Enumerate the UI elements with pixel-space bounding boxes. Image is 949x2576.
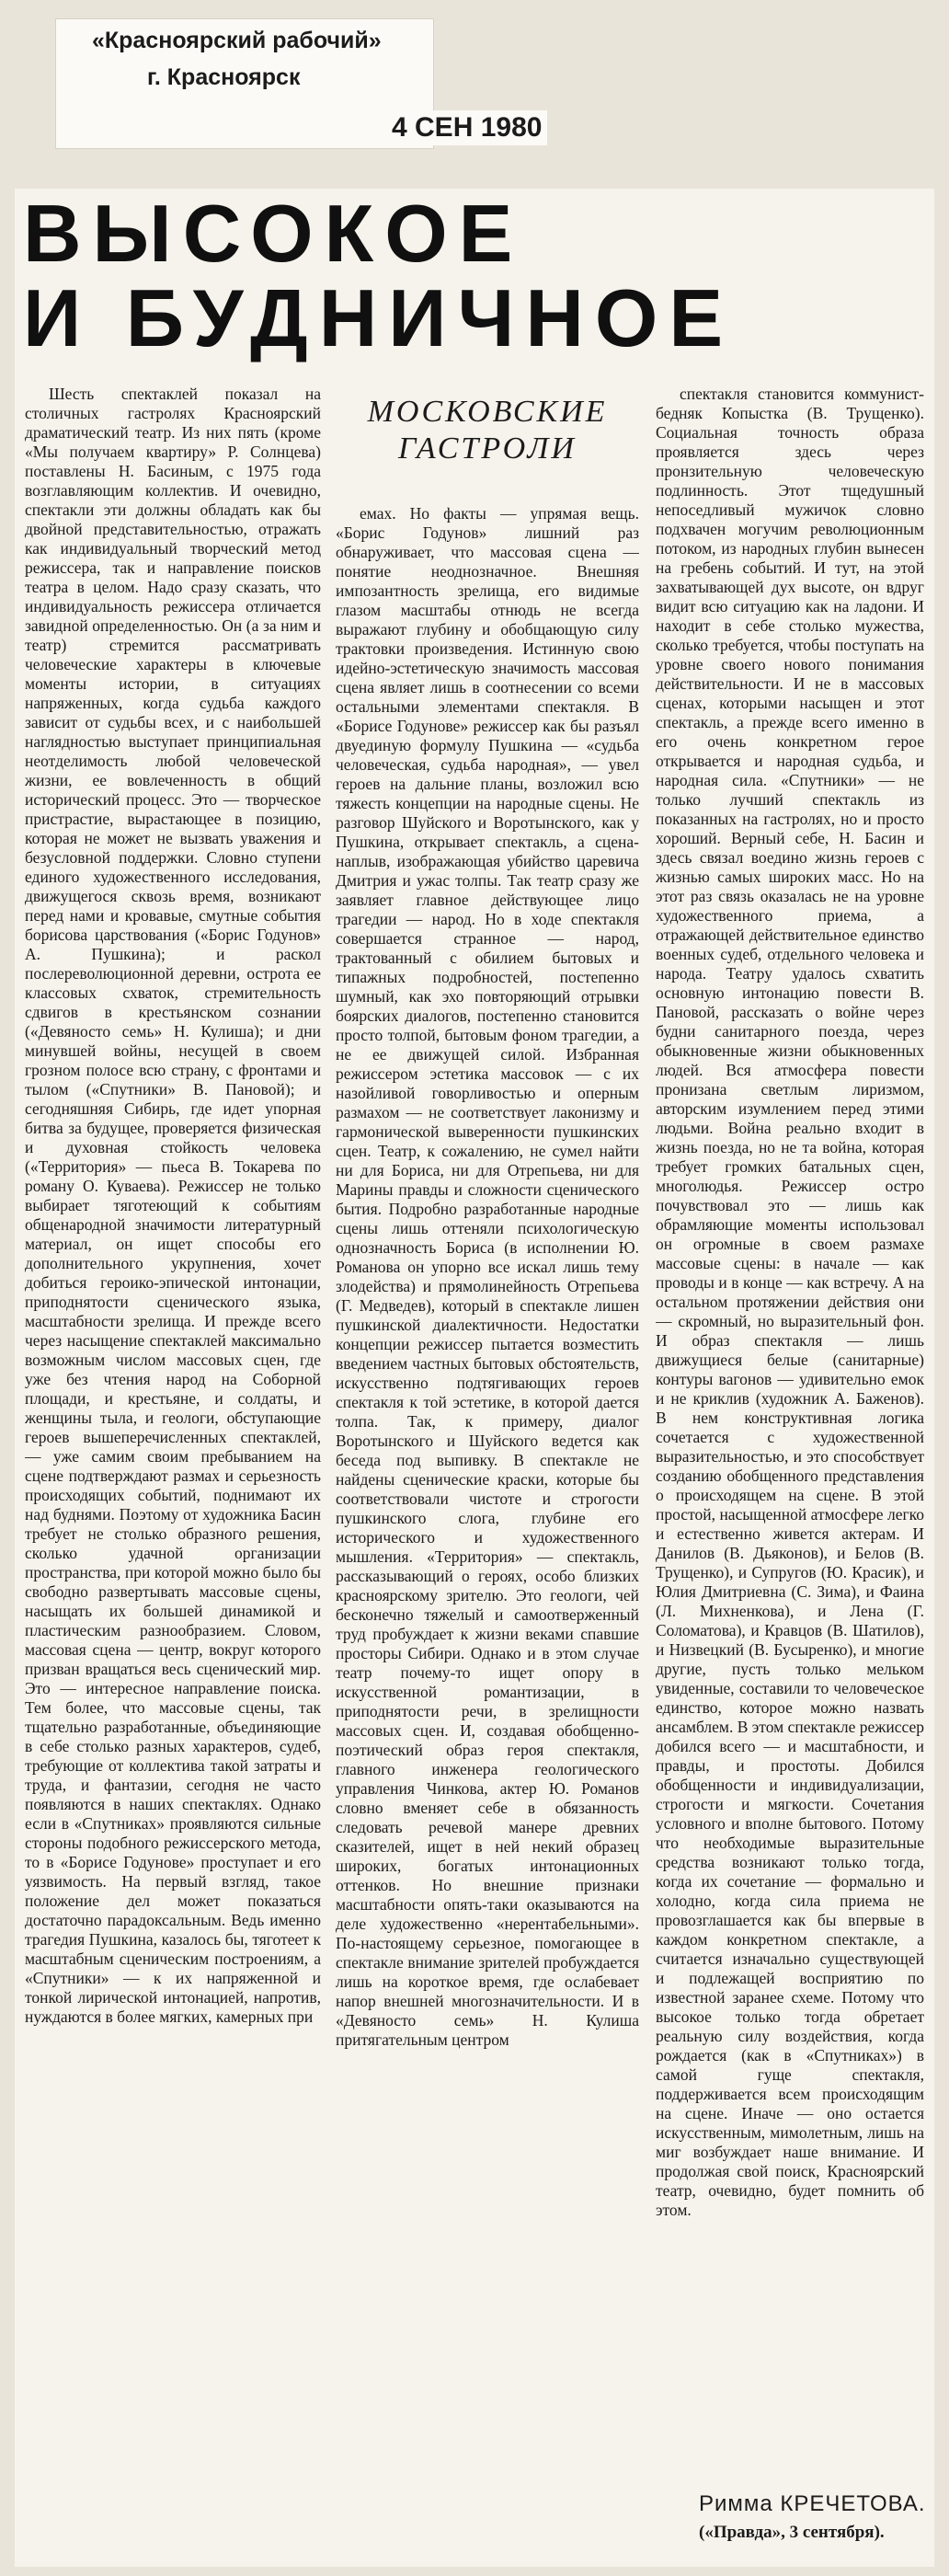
source-note: («Правда», 3 сентября).: [699, 2523, 885, 2542]
article-column-3: [656, 385, 924, 2484]
headline-line-2: И БУДНИЧНОЕ: [23, 272, 735, 363]
column-1-text: Шесть спектаклей показал на столичных гастролях Красноярский драматический театр. Из них пять (кроме «Мы получаем квартиру» Р. Солнцева) поставлены Н. Басиным, с 1975 года возглавляющим коллектив. И очевидно, спектакли эти должны обладать как бы двойной представительностью, отражать как индивидуальный творческий метод режиссера, так и направление поисков театра в целом. Надо сразу сказать, что индивидуальность режиссера отличается завидной определенностью. Он (а за ним и театр) стремится рассматривать человеческие характеры в ключевые моменты истории, в ситуациях напряженных, когда судьба каждого зависит от судьбы всех, и с наибольшей наглядностью выступает принципиальная неотделимость любой человеческой жизни, ее вовлеченность в общий исторический процесс. Это — творческое пристрастие, вырастающее в позицию, которая не может не вызвать уважения и безусловной поддержки. Словно ступени единого художественного исследования, движущегося сквозь время, возникают перед нами и кровавые, смутные события борисова царствования («Борис Годунов» А. Пушкина); и раскол послереволюционной деревни, острота ее классовых схваток, стремительность сдвигов в крестьянском сознании («Девяносто семь» Н. Кулиша); и дни минувшей войны, несущей в своем грозном полосе всю страну, с фронтами и тылом («Спутники» В. Пановой); и сегодняшняя Сибирь, где идет упорная битва за будущее, проверяется физическая и духовная стойкость человека («Территория» — пьеса В. Токарева по роману О. Куваева). Режиссер не только выбирает тяготеющий к событиям общенародной значимости литературный материал, он ищет способы его дополнительного укрупнения, хочет добиться героико-эпической интонации, приподнятости сценического языка, масштабности зрелища. И прежде всего через насыщение спектаклей максимально возможным числом массовых сцен, где уже без чтения народ на Соборной площади, и крестьяне, и солдаты, и женщины тыла, и геологи, обступающие героев вышеперечисленных спектаклей, — уже самим своим пребыванием на сцене подтверждают размах и серьезность происходящих событий, поднимают их над буднями. Поэтому от художника Басин требует не столько образного решения, сколько удачной организации пространства, при которой можно было бы свободно развертывать массовые сцены, насыщать их большей динамикой и пластическим разнообразием. Словом, массовая сцена — центр, вокруг которого призван вращаться весь сценический мир. Это — интересное направление поиска. Тем более, что массовые сцены, так тщательно разработанные, объединяющие в себе столько разных характеров, судеб, требующие от коллектива такой затраты и труда, и фантазии, сегодня не часто появляются в наших спектаклях. Однако если в «Спутниках» проявляются сильные стороны подобного режиссерского метода, то в «Борисе Годунове» проступает и его уязвимость. На первый взгляд, такое положение дел может показаться достаточно парадоксальным. Ведь именно трагедия Пушкина, казалось бы, тяготеет к масштабным сценическим построениям, а «Спутники» — к их напряженной и тонкой лирической интонацией, напротив, нуждаются в более мягких, камерных при: [25, 385, 321, 2026]
headline: [23, 188, 943, 363]
column-2-text: емах. Но факты — упрямая вещь. «Борис Годунов» лишний раз обнаруживает, что массовая сцена — понятие неоднозначное. Внешняя импозантность зрелища, его видимые глазом масштабы отнюдь не всегда выражают глубину и обобщающую силу трактовки произведения. Истинную свою идейно-эстетическую значимость массовая сцена являет лишь в соотнесении со всеми остальными элементами спектакля. В «Борисе Годунове» режиссер как бы разъял двуединую формулу Пушкина — «судьба человеческая, судьба народная», — увел героев на дальние планы, возложил всю тяжесть концепции на народные сцены. Не разговор Шуйского и Воротынского, как у Пушкина, открывает спектакль, а сцена-наплыв, изображающая убийство царевича Дмитрия и ужас толпы. Так театр сразу же заявляет главное действующее лицо трагедии — народ. Но в ходе спектакля совершается странное — народ, трактованный с обилием бытовых и типажных подробностей, постепенно шумный, как эхо повторяющий отрывки боярских диалогов, постепенно становится просто толпой, бытовым фоном трагедии, а не ее движущей силой. Избранная режиссером эстетика массовок — с их назойливой говорливостью и оперным размахом — не соответствует лаконизму и гармонической выверенности пушкинских сцен. Театр, к сожалению, не сумел найти ни для Бориса, ни для Отрепьева, ни для Марины правды и сложности сценического бытия. Подробно разработанные народные сцены лишь оттеняли психологическую однозначность Бориса (в исполнении Ю. Романова он упорно все искал лишь тему злодейства) и прямолинейность Отрепьева (Г. Медведев), который в спектакле лишен пушкинской диалектичности. Недостатки концепции режиссер пытается возместить введением частных бытовых обстоятельств, искусственно подтягивающих героев спектакля к той эстетике, в которой дается толпа. Так, к примеру, диалог Воротынского и Шуйского ведется как беседа под выпивку. В спектакле не найдены сценические краски, которые бы соответствовали чистоте и строгости пушкинского слога, глубине его исторического и художественного мышления. «Территория» — спектакль, рассказывающий о героях, особо близких красноярскому зрителю. Это геологи, чей бесконечно тяжелый и самоотверженный труд пробуждает к жизни веками спавшие просторы Сибири. Однако и в этом случае театр почему-то ищет опору в искусственной романтизации, в приподнятости речи, в зрелищности массовых сцен. И, создавая обобщенно-поэтический образ героя спектакля, главного инженера геологического управления Чинкова, актер Ю. Романов словно вменяет себе в обязанность следовать речевой манере древних сказителей, ищет в ней некий образец широких, богатых интонационных оттенков. Но внешние признаки масштабности опять-таки оказываются на деле художественно «нерентабельными». По-настоящему серьезное, помогающее в спектакле внимание зрителей пробуждается лишь на короткое время, где ослабевает напор внешней многозначительности. И в «Девяносто семь» Н. Кулиша притягательным центром: [336, 504, 639, 2049]
date-stamp: 4 СЕН 1980: [386, 110, 547, 145]
rubric: МОСКОВСКИЕ ГАСТРОЛИ: [367, 395, 608, 466]
column-3-text: спектакля становится коммунист-бедняк Копыстка (В. Трущенко). Социальная точность образа проявляется здесь через пронзительную человеческую подлинность. Этот тщедушный непоседливый мужичок словно подхвачен могучим революционным потоком, из народных глубин вынесен на гребень событий. И тут, на этой захватывающей дух высоте, он вдруг видит всю ситуацию как на ладони. И находит в себе столько мужества, сколько требуется, чтобы поступать на уровне своего нового понимания действительности. И не в массовых сценах, которыми насыщен и этот спектакль, а прежде всего именно в его очень конкретном герое открывается и народная судьба, и народная сила. «Спутники» — не только лучший спектакль из показанных на гастролях, но и просто хороший. Верный себе, Н. Басин и здесь связал воедино жизнь героев с жизнью самых широких масс. Но на этот раз связь оказалась не на уровне художественного приема, а отражающей действительное единство военных судеб, отдельного человека и народа. Театру удалось схватить основную интонацию повести В. Пановой, рассказать о войне через будни санитарного поезда, через обыкновенные жизни обыкновенных людей. Вся атмосфера повести пронизана светлым лиризмом, авторским изумлением перед этими людьми. Война реально входит в жизнь поезда, но не та война, которая требует громких батальных сцен, многолюдья. Режиссер остро почувствовал это — лишь как обрамляющие моменты использовал он огромные в своем размахе массовые сцены: в начале — как проводы и в конце — как встречу. А на остальном протяжении действия они — скромный, но выразительный фон. И образ спектакля — лишь движущиеся белые (санитарные) контуры вагонов — удивительно емок и не криклив (художник А. Баженов). В нем конструктивная логика сочетается с художественной выразительностью, и это способствует созданию обобщенного представления о происходящем на сцене. В этой простой, насыщенной атмосфере легко и естественно живется актерам. И Данилов (В. Дьяконов), и Белов (В. Трущенко), и Супругов (Ю. Красик), и Юлия Дмитриевна (С. Зима), и Фаина (Л. Михненкова), и Лена (Г. Соломатова), и Кравцов (В. Шатилов), и Низвецкий (В. Бусыренко), и многие другие, пусть только мельком увиденные, составили то человеческое единство, которое можно назвать ансамблем. В этом спектакле режиссер добился всего — и масштабности, и правды, и простоты. Добился обобщенности и индивидуализации, строгости и мягкости. Сочетания условного и вполне бытового. Потому что необходимые выразительные средства возникают только тогда, когда их сочетание — формально и холодно, когда сила приема не провозглашается как бы впервые в каждом конкретном спектакле, а считается изначально существующей и подлежащей восприятию по известной заранее схеме. Потому что высокое только тогда обретает реальную силу воздействия, когда рождается (как в «Спутниках») в самой гуще спектакля, поддерживается всем происходящим на сцене. Иначе — оно остается искусственным, мимолетным, лишь на миг возбуждает наше внимание. И продолжая свой поиск, Красноярский театр, очевидно, будет помнить об этом.: [656, 385, 924, 2219]
author-signature: Римма КРЕЧЕТОВА.: [699, 2491, 926, 2516]
article-column-2: [336, 504, 639, 2565]
headline-line-1: ВЫСОКОЕ: [23, 188, 524, 279]
article-column-1: [25, 385, 321, 2530]
publication-city: г. Красноярск: [147, 64, 301, 90]
publication-name: «Красноярский рабочий»: [92, 28, 382, 53]
